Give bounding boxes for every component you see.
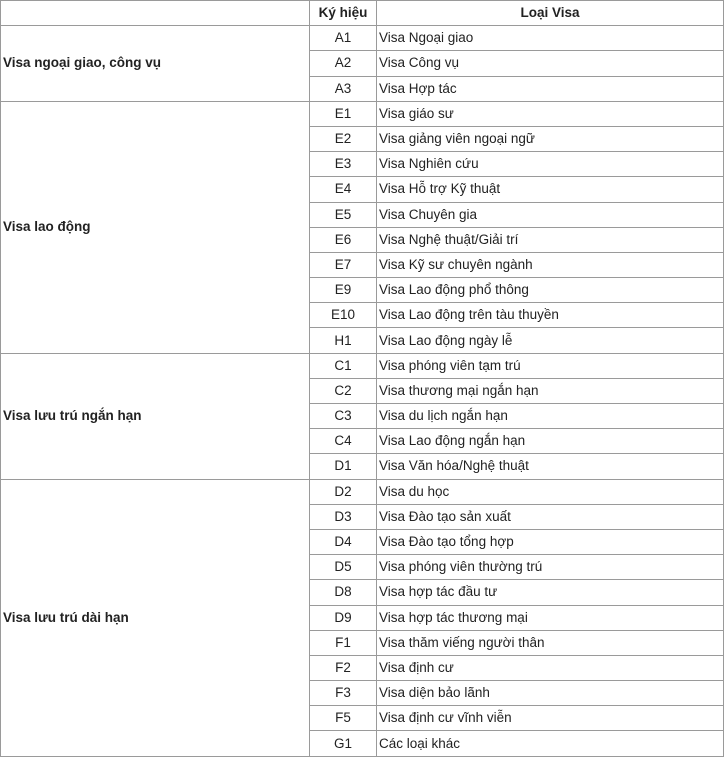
visa-code-cell: C2 xyxy=(310,378,377,403)
visa-code-cell: C4 xyxy=(310,429,377,454)
group-name-cell: Visa lưu trú ngắn hạn xyxy=(1,353,310,479)
visa-type-cell: Visa Ngoại giao xyxy=(377,26,724,51)
visa-code-cell: E6 xyxy=(310,227,377,252)
table-row xyxy=(1,26,724,51)
visa-type-cell: Visa thăm viếng người thân xyxy=(377,630,724,655)
visa-type-cell: Các loại khác xyxy=(377,731,724,756)
visa-code-cell: E2 xyxy=(310,126,377,151)
visa-code-cell: E7 xyxy=(310,252,377,277)
group-name-cell: Visa lưu trú dài hạn xyxy=(1,479,310,756)
visa-type-cell: Visa Lao động ngày lễ xyxy=(377,328,724,353)
header-visa-type: Loại Visa xyxy=(377,1,724,26)
visa-type-cell: Visa Công vụ xyxy=(377,51,724,76)
visa-type-cell: Visa phóng viên tạm trú xyxy=(377,353,724,378)
visa-code-cell: A1 xyxy=(310,26,377,51)
visa-code-cell: E10 xyxy=(310,303,377,328)
table-row xyxy=(1,479,724,504)
visa-type-cell: Visa du học xyxy=(377,479,724,504)
visa-type-cell: Visa hợp tác thương mại xyxy=(377,605,724,630)
visa-type-cell: Visa phóng viên thường trú xyxy=(377,555,724,580)
visa-code-cell: F5 xyxy=(310,706,377,731)
visa-type-cell: Visa du lịch ngắn hạn xyxy=(377,404,724,429)
group-name-cell: Visa lao động xyxy=(1,101,310,353)
header-code: Ký hiệu xyxy=(310,1,377,26)
visa-code-cell: E3 xyxy=(310,152,377,177)
visa-code-cell: H1 xyxy=(310,328,377,353)
visa-code-cell: G1 xyxy=(310,731,377,756)
visa-type-cell: Visa Lao động ngắn hạn xyxy=(377,429,724,454)
visa-type-cell: Visa thương mại ngắn hạn xyxy=(377,378,724,403)
visa-code-cell: F1 xyxy=(310,630,377,655)
visa-type-cell: Visa Nghiên cứu xyxy=(377,152,724,177)
visa-type-cell: Visa Nghệ thuật/Giải trí xyxy=(377,227,724,252)
visa-code-cell: D3 xyxy=(310,504,377,529)
visa-type-cell: Visa diện bảo lãnh xyxy=(377,681,724,706)
visa-type-cell: Visa định cư xyxy=(377,655,724,680)
visa-type-cell: Visa Chuyên gia xyxy=(377,202,724,227)
visa-code-cell: E5 xyxy=(310,202,377,227)
visa-type-cell: Visa Lao động phổ thông xyxy=(377,278,724,303)
visa-type-cell: Visa Hỗ trợ Kỹ thuật xyxy=(377,177,724,202)
visa-type-cell: Visa giảng viên ngoại ngữ xyxy=(377,126,724,151)
table-row xyxy=(1,353,724,378)
visa-code-cell: D4 xyxy=(310,529,377,554)
visa-code-cell: A2 xyxy=(310,51,377,76)
visa-code-cell: D8 xyxy=(310,580,377,605)
table-header-row xyxy=(1,1,724,26)
group-name-cell: Visa ngoại giao, công vụ xyxy=(1,26,310,102)
visa-code-cell: A3 xyxy=(310,76,377,101)
visa-code-cell: D1 xyxy=(310,454,377,479)
visa-type-cell: Visa giáo sư xyxy=(377,101,724,126)
visa-type-cell: Visa hợp tác đầu tư xyxy=(377,580,724,605)
visa-type-cell: Visa Văn hóa/Nghệ thuật xyxy=(377,454,724,479)
visa-type-cell: Visa Đào tạo sản xuất xyxy=(377,504,724,529)
table-body xyxy=(1,26,724,756)
visa-code-cell: D2 xyxy=(310,479,377,504)
visa-code-cell: D9 xyxy=(310,605,377,630)
visa-type-cell: Visa Kỹ sư chuyên ngành xyxy=(377,252,724,277)
visa-type-cell: Visa Hợp tác xyxy=(377,76,724,101)
visa-type-cell: Visa định cư vĩnh viễn xyxy=(377,706,724,731)
visa-code-cell: F3 xyxy=(310,681,377,706)
visa-code-cell: E4 xyxy=(310,177,377,202)
visa-code-cell: E9 xyxy=(310,278,377,303)
visa-code-cell: C3 xyxy=(310,404,377,429)
visa-code-cell: C1 xyxy=(310,353,377,378)
visa-type-cell: Visa Đào tạo tổng hợp xyxy=(377,529,724,554)
table-row xyxy=(1,101,724,126)
visa-code-cell: D5 xyxy=(310,555,377,580)
visa-code-cell: E1 xyxy=(310,101,377,126)
visa-type-cell: Visa Lao động trên tàu thuyền xyxy=(377,303,724,328)
header-group xyxy=(1,1,310,26)
visa-code-cell: F2 xyxy=(310,655,377,680)
